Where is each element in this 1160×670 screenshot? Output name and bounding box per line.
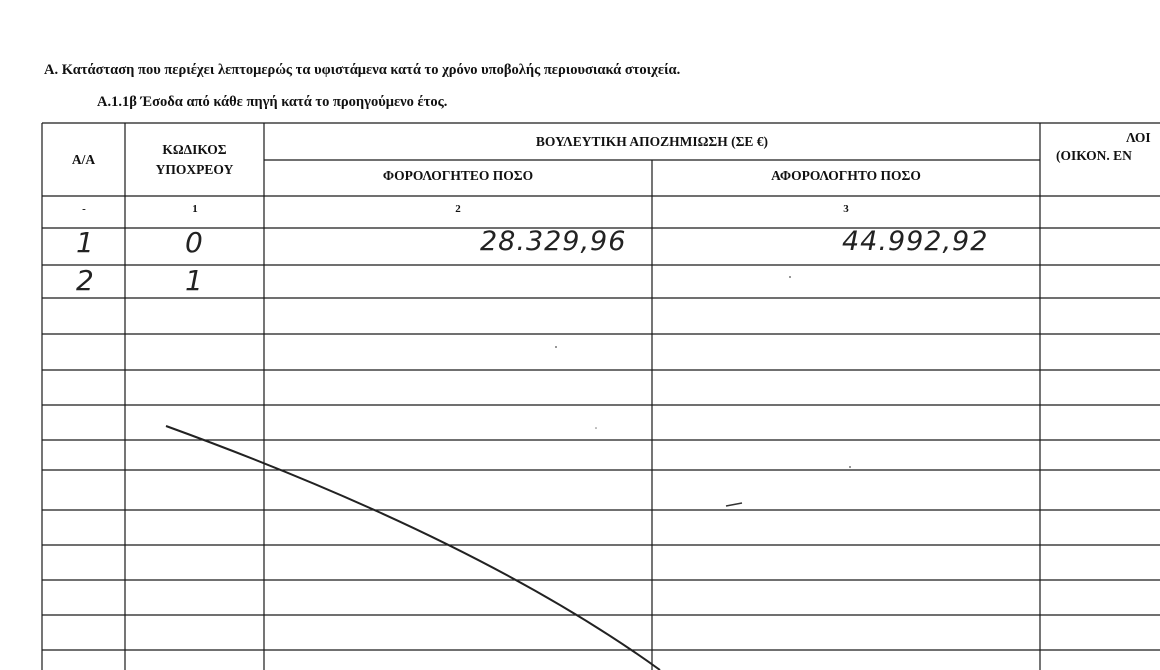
- row2-code: 1: [185, 264, 204, 297]
- header-other-line1: ΛΟΙ: [1126, 130, 1151, 145]
- subsection-title: Α.1.1β Έσοδα από κάθε πηγή κατά το προηγούμενο έτος.: [97, 94, 448, 110]
- header-taxable-amount: ΦΟΡΟΛΟΓΗΤΕΟ ΠΟΣΟ: [382, 168, 534, 183]
- colnum-code: 1: [192, 203, 198, 215]
- colnum-taxable: 2: [455, 203, 461, 215]
- row1-code: 0: [185, 226, 204, 259]
- header-code-line1: ΚΩΔΙΚΟΣ: [162, 142, 227, 157]
- row2-aa: 2: [76, 264, 95, 297]
- strike-through-line: [166, 426, 660, 670]
- row1-taxable: 28.329,96: [480, 226, 627, 257]
- colnum-aa: -: [82, 203, 86, 215]
- row1-aa: 1: [76, 226, 95, 259]
- row1-nontaxable: 44.992,92: [842, 226, 989, 257]
- header-parliamentary-compensation: ΒΟΥΛΕΥΤΙΚΗ ΑΠΟΖΗΜΙΩΣΗ (ΣΕ €): [535, 134, 769, 149]
- header-aa: Α/Α: [71, 152, 96, 167]
- header-other-line2: (ΟΙΚΟΝ. ΕΝ: [1056, 148, 1132, 163]
- header-code-line2: ΥΠΟΧΡΕΟΥ: [155, 162, 234, 177]
- section-title: Α. Κατάσταση που περιέχει λεπτομερώς τα υφιστάμενα κατά το χρόνο υποβολής περιουσιακά στοιχεία.: [44, 62, 681, 78]
- colnum-nontaxable: 3: [843, 203, 849, 215]
- header-nontaxable-amount: ΑΦΟΡΟΛΟΓΗΤΟ ΠΟΣΟ: [771, 168, 921, 183]
